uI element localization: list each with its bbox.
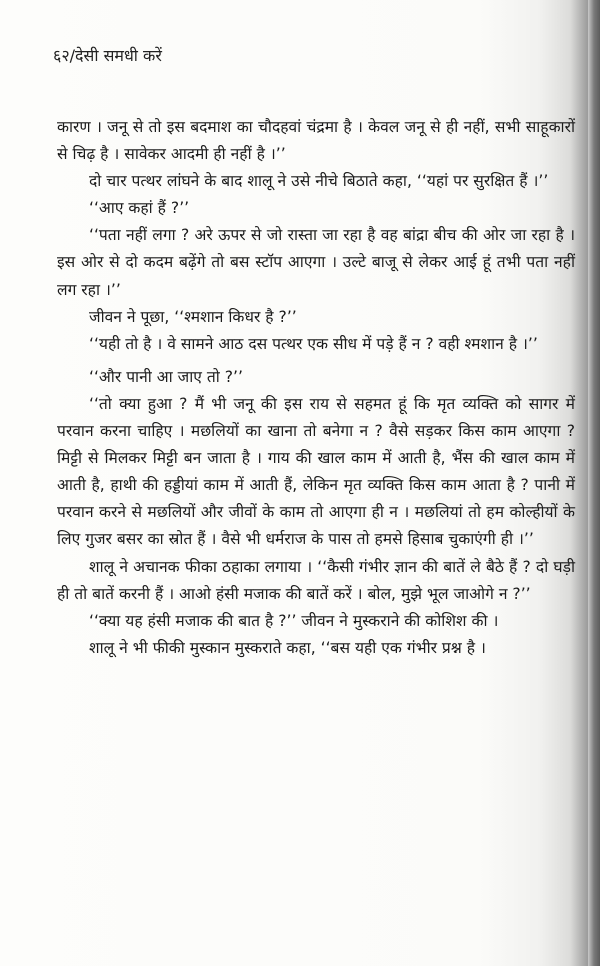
paragraph: शालू ने भी फीकी मुस्कान मुस्कराते कहा, ‘‘बस यही एक गंभीर प्रश्न है । <box>89 638 486 657</box>
paragraph: ‘‘तो क्या हुआ ? मैं भी जनू की इस राय से सहमत हूं कि मृत व्यक्ति को सागर में परवान करना चाहिए । मछलियों का खाना तो बनेगा न ? वैसे सड़कर किस काम आएगा ? मिट्टी से मिलकर मिट्टी बन जाता है । गाय की खाल काम में आती है, भैंस की खाल काम में आती है, हाथी की हड्डीयां काम में आती हैं, लेकिन मृत व्यक्ति किस काम आता है ? पानी में परवान करने से मछलियों और जीवों के काम तो आएगा ही न । मछलियां तो हम कोल्हीयों के लिए गुजर बसर का स्रोत हैं । वैसे भी धर्मराज के पास तो हमसे हिसाब चुकाएंगी ही ।’’ <box>57 394 575 549</box>
paragraph: कारण । जनू से तो इस बदमाश का चौदहवां चंद्रमा है । केवल जनू से ही नहीं, सभी साहूकारों से चिढ़ है । सावेकर आदमी ही नहीं है ।’’ <box>57 118 575 164</box>
body-text <box>57 114 575 662</box>
paragraph: ‘‘यही तो है । वे सामने आठ दस पत्थर एक सीध में पड़े हैं न ? वही श्मशान है ।’’ <box>89 334 538 353</box>
paragraph: दो चार पत्थर लांघने के बाद शालू ने उसे नीचे बिठाते कहा, ‘‘यहां पर सुरक्षित हैं ।’’ <box>89 172 549 191</box>
paragraph: ‘‘पता नहीं लगा ? अरे ऊपर से जो रास्ता जा रहा है वह बांद्रा बीच की ओर जा रहा है । इस ओर से दो कदम बढ़ेंगे तो बस स्टॉप आएगा । उल्टे बाजू से लेकर आई हूं तभी पता नहीं लग रहा ।’’ <box>57 226 575 299</box>
paragraph: ‘‘आए कहां हैं ?’’ <box>89 199 190 218</box>
paragraph: ‘‘क्या यह हंसी मजाक की बात है ?’’ जीवन ने मुस्कराने की कोशिश की । <box>89 611 499 630</box>
running-head: ६२/देसी समधी करें <box>53 46 162 65</box>
paragraph: ‘‘और पानी आ जाए तो ?’’ <box>89 367 243 386</box>
paragraph: शालू ने अचानक फीका ठहाका लगाया । ‘‘कैसी गंभीर ज्ञान की बातें ले बैठे हैं ? दो घड़ी ही तो बातें करनी हैं । आओ हंसी मजाक की बातें करें । बोल, मुझे भूल जाओगे न ?’’ <box>57 557 575 603</box>
paragraph: जीवन ने पूछा, ‘‘श्मशान किधर है ?’’ <box>89 307 297 326</box>
page-binding-shadow <box>588 0 600 966</box>
